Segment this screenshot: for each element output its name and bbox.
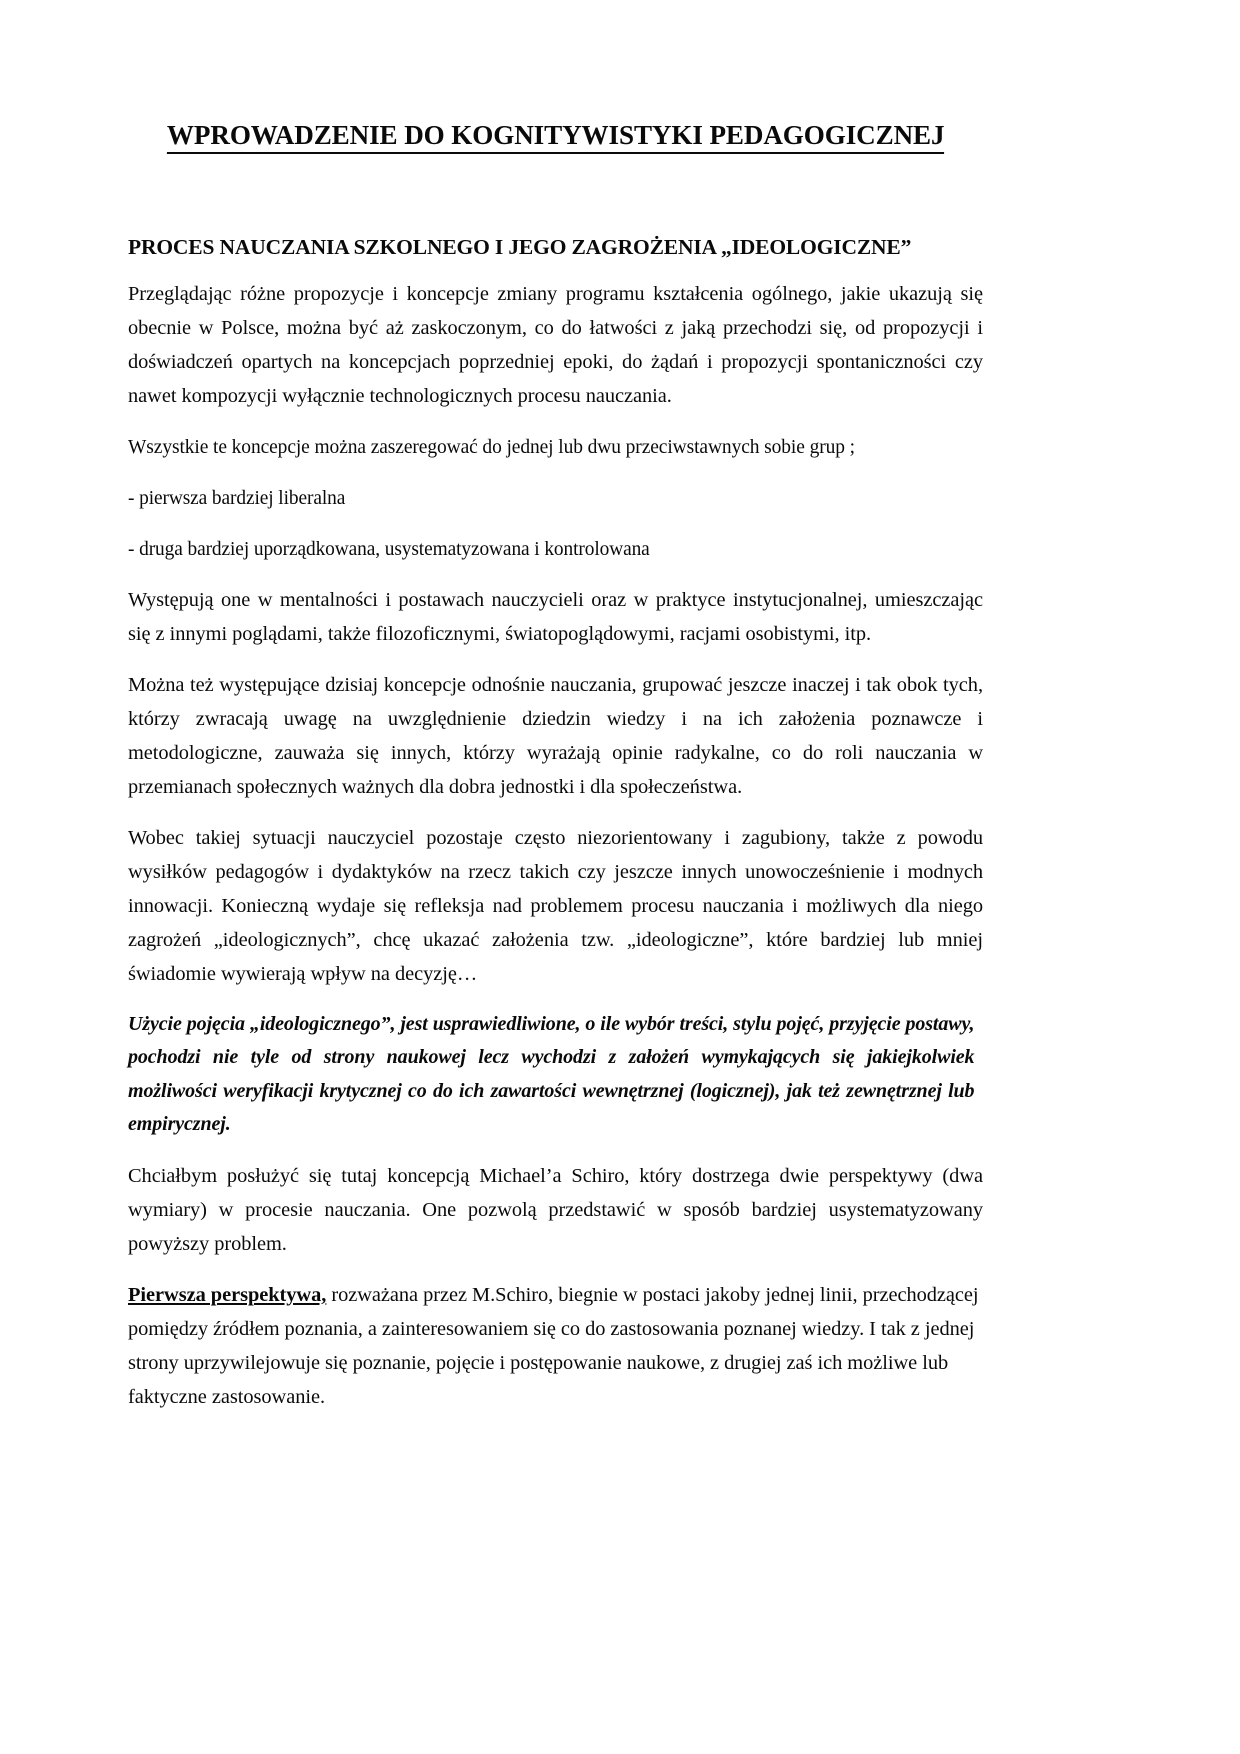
list-item-first-group: - pierwsza bardziej liberalna: [128, 486, 346, 509]
page-title: [128, 118, 983, 156]
paragraph-grouping: Można też występujące dzisiaj koncepcje odnośnie nauczania, grupować jeszcze inaczej i tak obok tych, którzy zwracają uwagę na uwzględnienie dziedzin wiedzy i na ich założenia poznawcze i metodologiczne, zauważa się innych, którzy wyrażają opinie radykalne, co do roli nauczania w przemianach społecznych ważnych dla dobra jednostki i dla społeczeństwa.: [128, 673, 983, 798]
paragraph-intro: Przeglądając różne propozycje i koncepcje zmiany programu kształcenia ogólnego, jakie ukazują się obecnie w Polsce, można być aż zaskoczonym, co do łatwości z jaką przechodzi się, od propozycji i doświadczeń opartych na koncepcjach poprzedniej epoki, do żądań i propozycji spontaniczności czy nawet kompozycji wyłącznie technologicznych procesu nauczania.: [128, 282, 983, 407]
first-perspective-label: Pierwsza perspektywa,: [128, 1283, 327, 1306]
paragraph-schiro-intro: Chciałbym posłużyć się tutaj koncepcją Michael’a Schiro, który dostrzega dwie perspektywy (dwa wymiary) w procesie nauczania. One pozwolą przedstawić w sposób bardziej usystematyzowany powyższy problem.: [128, 1164, 983, 1255]
paragraph-groups-lead: Wszystkie te koncepcje można zaszeregować do jednej lub dwu przeciwstawnych sobie grup ;: [128, 435, 855, 458]
first-perspective-text: rozważana przez M.Schiro, biegnie w postaci jakoby jednej linii, przechodzącej pomiędzy źródłem poznania, a zainteresowaniem się co do zastosowania poznanej wiedzy. I tak z jednej strony uprzywilejowuje się poznanie, pojęcie i postępowanie naukowe, z drugiej zaś ich możliwe lub faktyczne zastosowanie.: [128, 1283, 979, 1408]
paragraph-ideological-definition: Użycie pojęcia „ideologicznego”, jest usprawiedliwione, o ile wybór treści, stylu pojęć, przyjęcie postawy, pochodzi nie tyle od strony naukowej lecz wychodzi z założeń wymykających się jakiejkolwiek możliwości weryfikacji krytycznej co do ich zawartości wewnętrznej (logicznej), jak też zewnętrznej lub empirycznej.: [128, 1012, 975, 1136]
paragraph-mentality: Występują one w mentalności i postawach nauczycieli oraz w praktyce instytucjonalnej, umieszczając się z innymi poglądami, także filozoficznymi, światopoglądowymi, racjami osobistymi, itp.: [128, 588, 983, 645]
list-item-second-group: - druga bardziej uporządkowana, usystematyzowana i kontrolowana: [128, 537, 650, 560]
paragraph-teacher-situation: Wobec takiej sytuacji nauczyciel pozostaje często niezorientowany i zagubiony, także z powodu wysiłków pedagogów i dydaktyków na rzecz takich czy jeszcze innych unowocześnienie i modnych innowacji. Konieczną wydaje się refleksja nad problemem procesu nauczania i możliwych dla niego zagrożeń „ideologicznych”, chcę ukazać założenia tzw. „ideologiczne”, które bardziej lub mniej świadomie wywierają wpływ na decyzję…: [128, 826, 983, 985]
section-heading: PROCES NAUCZANIA SZKOLNEGO I JEGO ZAGROŻENIA „IDEOLOGICZNE”: [128, 235, 912, 259]
paragraph-first-perspective: [128, 1278, 983, 1414]
document-content: [128, 118, 983, 1431]
page-title-text: WPROWADZENIE DO KOGNITYWISTYKI PEDAGOGICZNEJ: [167, 118, 945, 154]
